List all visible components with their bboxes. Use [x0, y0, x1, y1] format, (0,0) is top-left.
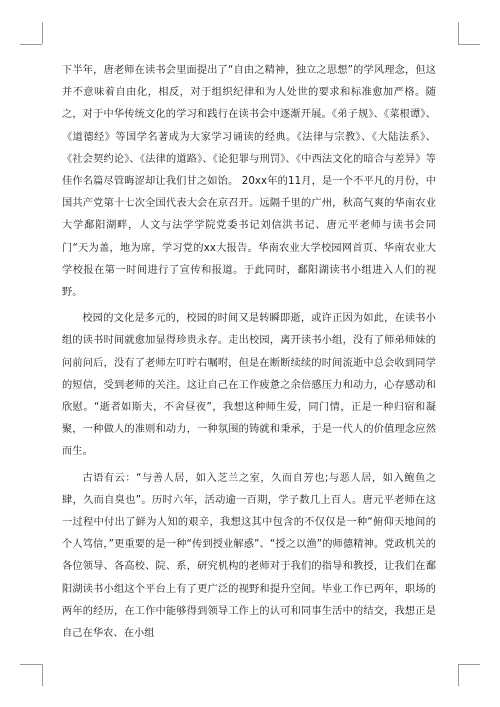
crop-mark-bottom-right-vertical: [458, 664, 459, 686]
paragraph-2: 校园的文化是多元的，校园的时间又是转瞬即逝，或许正因为如此，在读书小组的读书时间就愈加显得珍贵永存。走出校园，离开读书小组，没有了师弟师妹的问前问后，没有了老师左叮咛右嘱咐，但是在断断续续的时间流逝中总会收到同学的短信，受到老师的关注。这让自己在工作疲惫之余倍感压力和动力，心存感动和欣慰。“逝者如斯夫，不舍昼夜”，我想这种师生爱，同门情，正是一种归宿和凝聚，一种做人的准则和动力，一种氛围的铸就和秉承，于是一代人的价值理念应然而生。: [62, 313, 436, 458]
crop-mark-bottom-left-horizontal: [20, 664, 42, 665]
crop-mark-top-left-horizontal: [20, 44, 42, 45]
crop-mark-top-right-horizontal: [458, 44, 480, 45]
paragraph-3: 古语有云：“与善人居，如入芝兰之室，久而自芳也;与恶人居，如入鲍鱼之肆，久而自臭也”。历时六年，活动逾一百期，学子数几上百人。唐元平老师在这一过程中付出了鲜为人知的艰辛，我想这其中包含的不仅仅是一种“俯仰天地间的个人笃信，”更重要的是一种“传到授业解惑”、“授之以渔”的师德精神。党政机关的各位领导、各高校、院、系，研究机构的老师对于我们的指导和教授，让我们在鄱阳湖读书小组这个平台上有了更广泛的视野和提升空间。毕业工作已两年，职场的两年的经历，在工作中能够得到领导工作上的认可和同事生活中的结交，我想正是自己在华农、在小组: [62, 472, 436, 640]
document-body: [62, 60, 436, 649]
crop-mark-top-left-vertical: [42, 22, 43, 44]
crop-mark-bottom-right-horizontal: [458, 664, 480, 665]
crop-mark-top-right-vertical: [458, 22, 459, 44]
crop-mark-bottom-left-vertical: [42, 664, 43, 686]
paragraph-1: 下半年，唐老师在读书会里面提出了“自由之精神，独立之思想”的学风理念，但这并不意味着自由化，相反，对于组织纪律和为人处世的要求和标准愈加严格。随之，对于中华传统文化的学习和践行在读书会中逐渐开展。《弟子规》、《菜根谭》、《道德经》等国学名著成为大家学习诵读的经典。《法律与宗教》、《大陆法系》、《社会契约论》、《法律的道路》、《论犯罪与刑罚》、《中西法文化的暗合与差异》等佳作名篇尽管晦涩却让我们甘之如饴。 20xx年的11月，是一个不平凡的月份，中国共产党第十七次全国代表大会在京召开。远隔千里的广州，秋高气爽的华南农业大学鄱阳湖畔，人文与法学学院党委书记刘信洪书记、唐元平老师与读书会同门“天为盖，地为席，学习党的xx大报告。华南农业大学校园网首页、华南农业大学校报在第一时间进行了宣传和报道。于此同时，鄱阳湖读书小组进入人们的视野。: [62, 65, 436, 299]
